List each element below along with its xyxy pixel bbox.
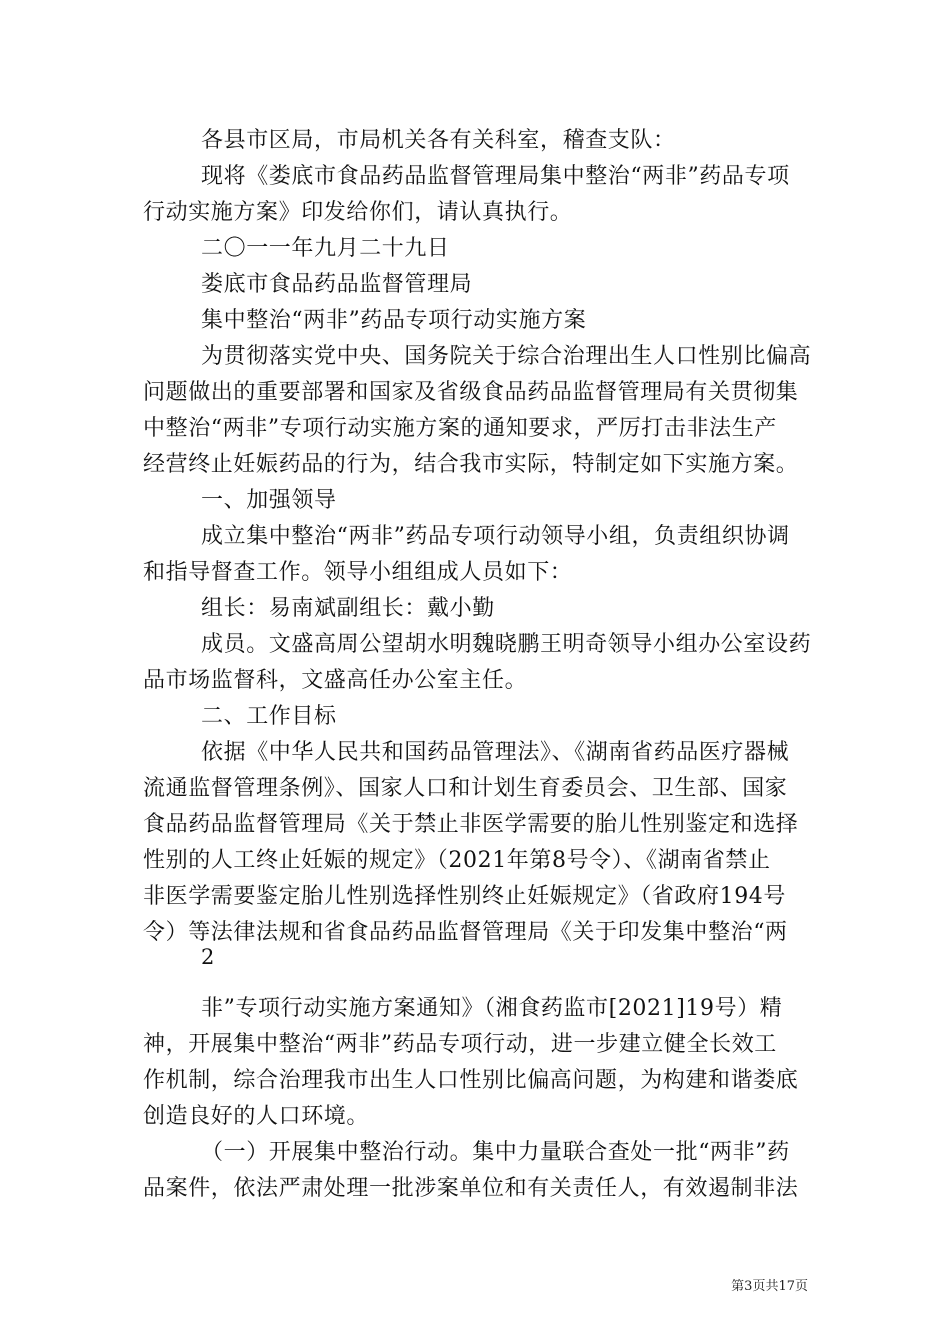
text-line: 品市场监督科，文盛高任办公室主任。 — [143, 668, 528, 693]
text-line: 娄底市食品药品监督管理局 — [201, 272, 473, 297]
text-line: 食品药品监督管理局《关于禁止非医学需要的胎儿性别鉴定和选择 — [143, 812, 799, 837]
section-heading: 二、工作目标 — [201, 704, 337, 729]
text-line: （一）开展集中整治行动。集中力量联合查处一批“两非”药 — [201, 1140, 790, 1165]
text-line: 组长：易南斌副组长：戴小勤 — [201, 596, 495, 621]
text-line: 性别的人工终止妊娠的规定》（2021年第8号令）、《湖南省禁止 — [143, 848, 771, 873]
text-line: 经营终止妊娠药品的行为，结合我市实际，特制定如下实施方案。 — [143, 452, 799, 477]
text-line: 问题做出的重要部署和国家及省级食品药品监督管理局有关贯彻集 — [143, 380, 799, 405]
text-line: 和指导督查工作。领导小组组成人员如下： — [143, 560, 573, 585]
inner-page-number: 2 — [201, 945, 215, 969]
text-line: 依据《中华人民共和国药品管理法》、《湖南省药品医疗器械 — [201, 740, 790, 765]
text-line: 神，开展集中整治“两非”药品专项行动，进一步建立健全长效工 — [143, 1032, 777, 1057]
text-line: 中整治“两非”专项行动实施方案的通知要求，严厉打击非法生产 — [143, 416, 777, 441]
text-line: 品案件，依法严肃处理一批涉案单位和有关责任人，有效遏制非法 — [143, 1176, 799, 1201]
page-footer: 第3页共17页 — [731, 1279, 808, 1294]
text-line: 各县市区局，市局机关各有关科室，稽查支队： — [201, 128, 676, 153]
section-heading: 一、加强领导 — [201, 488, 337, 513]
text-line: 成员。文盛高周公望胡水明魏晓鹏王明奇领导小组办公室设药 — [201, 632, 812, 657]
text-line: 集中整治“两非”药品专项行动实施方案 — [201, 308, 587, 333]
text-line: 为贯彻落实党中央、国务院关于综合治理出生人口性别比偏高 — [201, 344, 812, 369]
text-line: 令）等法律法规和省食品药品监督管理局《关于印发集中整治“两 — [143, 920, 788, 945]
text-line: 非医学需要鉴定胎儿性别选择性别终止妊娠规定》（省政府194号 — [143, 884, 786, 909]
text-line: 成立集中整治“两非”药品专项行动领导小组，负责组织协调 — [201, 524, 790, 549]
text-line: 流通监督管理条例》、国家人口和计划生育委员会、卫生部、国家 — [143, 776, 788, 801]
text-line: 现将《娄底市食品药品监督管理局集中整治“两非”药品专项 — [201, 164, 790, 189]
text-line: 非”专项行动实施方案通知》（湘食药监市[2021]19号）精 — [201, 996, 783, 1021]
text-line: 二〇一一年九月二十九日 — [201, 236, 450, 261]
text-line: 作机制，综合治理我市出生人口性别比偏高问题，为构建和谐娄底 — [143, 1068, 799, 1093]
text-line: 行动实施方案》印发给你们，请认真执行。 — [143, 200, 573, 225]
text-line: 创造良好的人口环境。 — [143, 1104, 370, 1129]
